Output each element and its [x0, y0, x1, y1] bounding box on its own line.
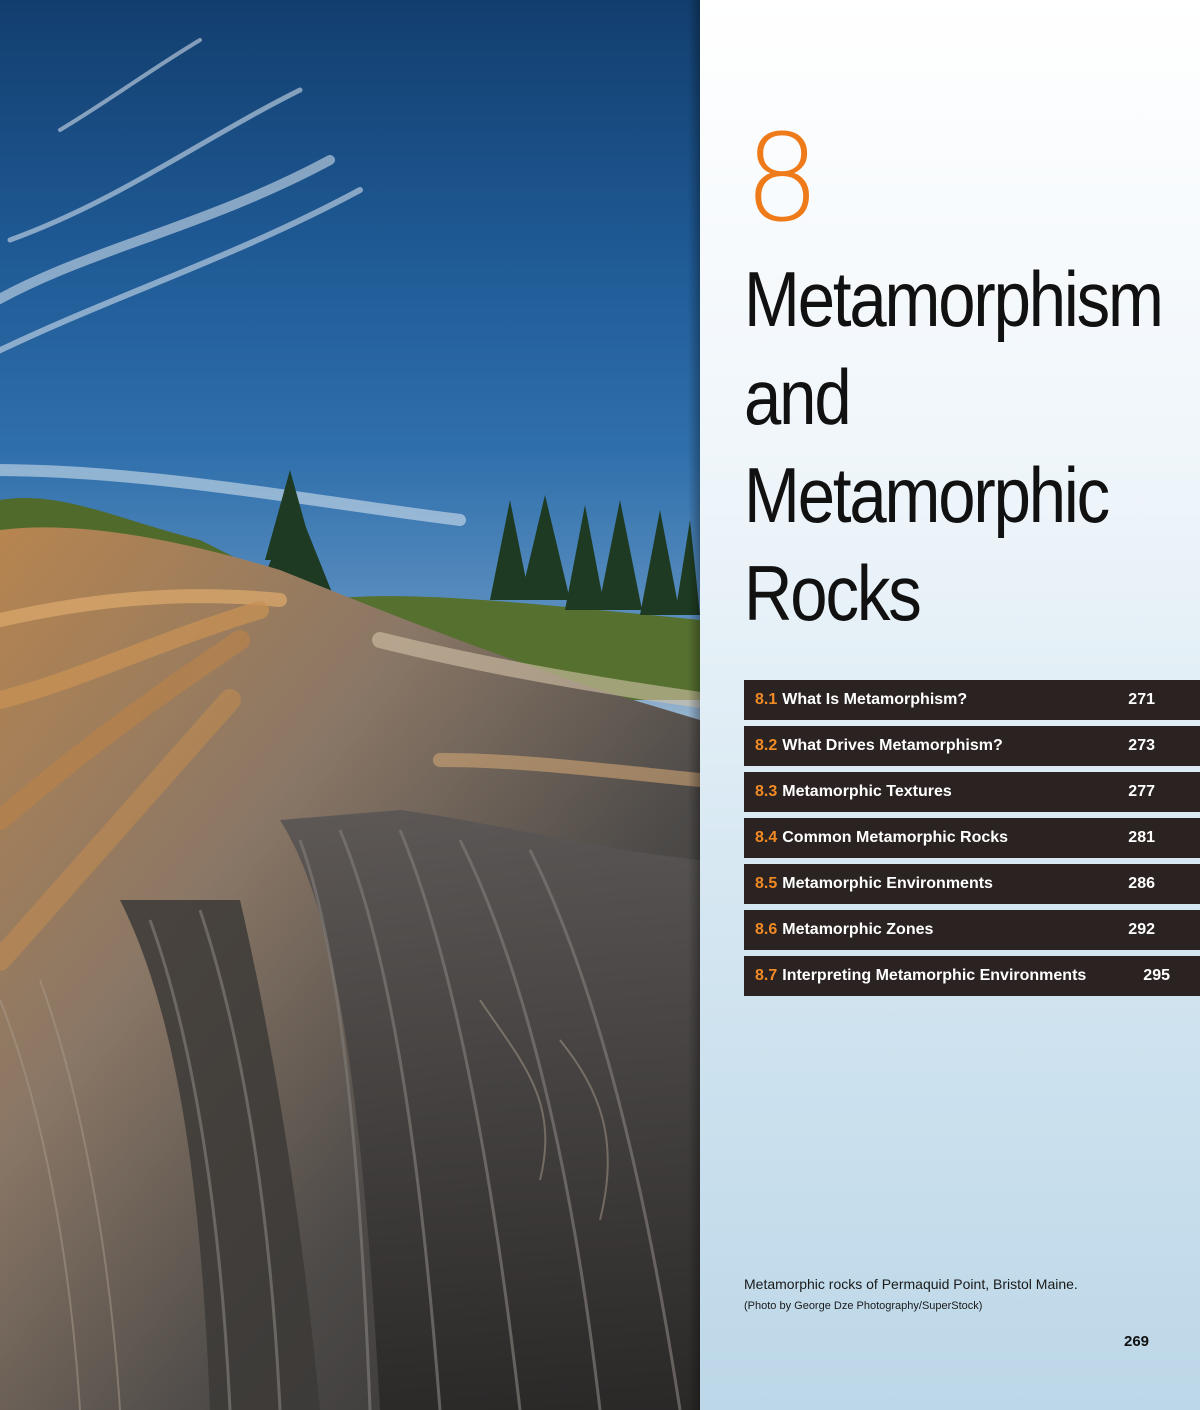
toc-section-title: What Drives Metamorphism? [782, 737, 1003, 754]
toc-page-number: 281 [1128, 829, 1155, 846]
toc-page-number: 273 [1128, 737, 1155, 754]
toc-section-title: Interpreting Metamorphic Environments [782, 967, 1087, 984]
toc-section-number: 8.7 [755, 967, 778, 984]
toc-page-number: 286 [1128, 875, 1155, 892]
toc-section-number: 8.2 [755, 737, 778, 754]
chapter-title [744, 250, 1162, 642]
toc-item[interactable] [744, 864, 1200, 904]
toc-item[interactable] [744, 910, 1200, 950]
chapter-title-line: Rocks [744, 549, 920, 637]
toc-page-number: 271 [1128, 691, 1155, 708]
toc-section-number: 8.3 [755, 783, 778, 800]
photo-credit: (Photo by George Dze Photography/SuperStock) [744, 1300, 983, 1312]
toc-section-title: What Is Metamorphism? [782, 691, 968, 708]
toc-page-number: 292 [1128, 921, 1155, 938]
toc-section-title: Common Metamorphic Rocks [782, 829, 1009, 846]
section-contents-list [744, 680, 1200, 1002]
toc-section-title: Metamorphic Environments [782, 875, 993, 892]
chapter-title-line: Metamorphism [744, 255, 1162, 343]
toc-item[interactable] [744, 726, 1200, 766]
page-number: 269 [1124, 1333, 1150, 1350]
photo-caption: Metamorphic rocks of Permaquid Point, Bristol Maine. [744, 1276, 1078, 1292]
toc-section-number: 8.6 [755, 921, 778, 938]
chapter-title-line: Metamorphic [744, 451, 1109, 539]
toc-item[interactable] [744, 956, 1200, 996]
toc-section-number: 8.4 [755, 829, 778, 846]
toc-section-number: 8.5 [755, 875, 778, 892]
chapter-title-line: and [744, 353, 850, 441]
photo-edge-shadow [688, 0, 700, 1410]
toc-page-number: 277 [1128, 783, 1155, 800]
toc-section-title: Metamorphic Zones [782, 921, 934, 938]
toc-item[interactable] [744, 772, 1200, 812]
toc-page-number: 295 [1143, 967, 1170, 984]
chapter-number: 8 [744, 110, 821, 249]
toc-section-number: 8.1 [755, 691, 778, 708]
toc-item[interactable] [744, 680, 1200, 720]
toc-section-title: Metamorphic Textures [782, 783, 952, 800]
toc-item[interactable] [744, 818, 1200, 858]
